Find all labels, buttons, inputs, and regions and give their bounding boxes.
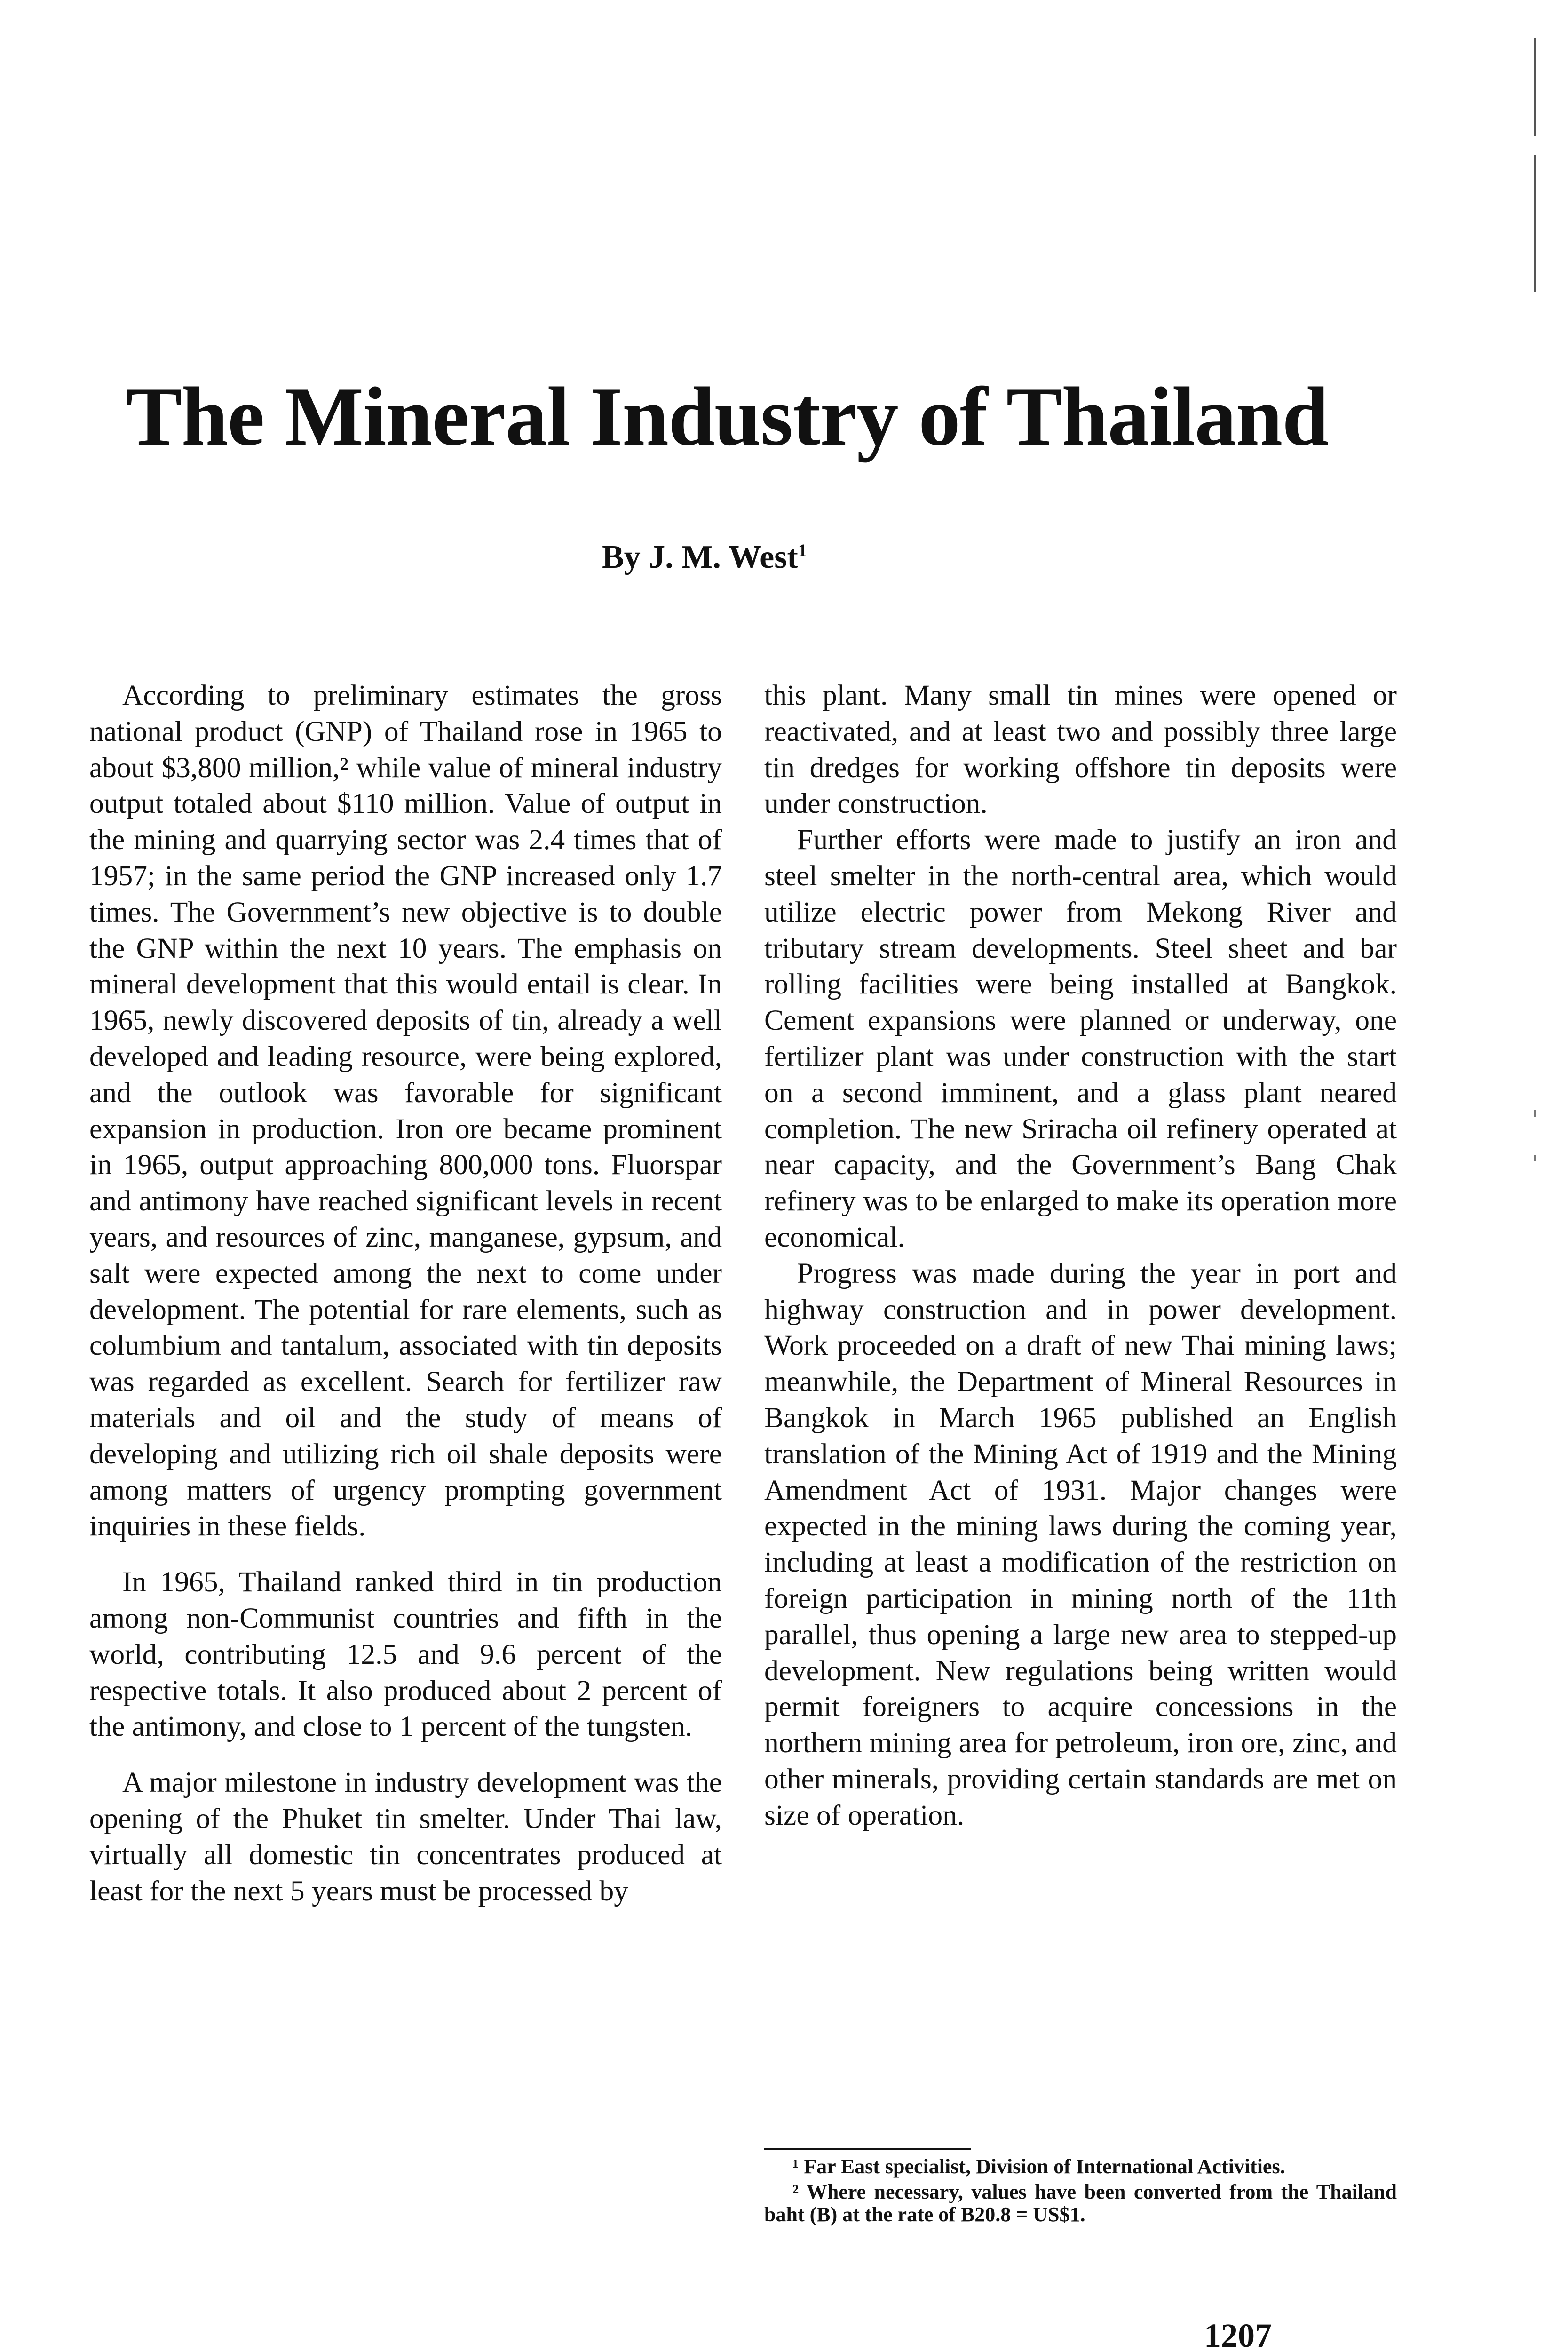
author-name: By J. M. West [602,539,798,575]
scan-edge-dot [1534,1155,1536,1161]
footnote-1: ¹ Far East specialist, Division of International Activities. [792,2155,1285,2178]
scan-edge-dot [1534,1110,1536,1117]
paragraph-phuket-smelter: A major milestone in industry development was the opening of the Phuket tin smelter. Under Thai law, virtually all domestic tin concentrates produced at least for the next 5 years must be processed by [89,1766,722,1907]
paragraph-mining-laws: Progress was made during the year in port and highway construction and in power development. Work proceeded on a draft of new Thai mining laws; meanwhile, the Department of Mineral Resources in Bangkok in March 1965 published an English translation of the Mining Act of 1919 and the Mining Amendment Act of 1931. Major changes were expected in the mining laws during the coming year, including at least a modification of the restriction on foreign participation in mining north of the 11th parallel, thus opening a large new area to stepped-up development. New regulations being written would permit foreigners to acquire concessions in the northern mining area for petroleum, iron ore, zinc, and other minerals, providing certain standards are met on size of operation. [764,1257,1397,1831]
page-number: 1207 [1204,2317,1272,2352]
footnote-divider [764,2148,971,2150]
right-column [764,677,1397,1834]
author-byline [602,536,807,579]
footnotes [764,2155,1397,2226]
paragraph-gnp-overview: According to preliminary estimates the gross national product (GNP) of Thailand rose in 1965 to about $3,800 million,² while value of mineral industry output totaled about $110 million. Value of output in the mining and quarrying sector was 2.4 times that of 1957; in the same period the GNP increased only 1.7 times. The Government’s new objective is to double the GNP within the next 10 years. The emphasis on mineral development that this would entail is clear. In 1965, newly discovered deposits of tin, already a well developed and leading resource, were being explored, and the outlook was favorable for significant expansion in production. Iron ore became prominent in 1965, output approaching 800,000 tons. Fluorspar and antimony have reached significant levels in recent years, and resources of zinc, manganese, gypsum, and salt were expected among the next to come under development. The potential for rare elements, such as columbium and tantalum, associated with tin deposits was regarded as excellent. Search for fertilizer raw materials and oil and the study of means of developing and utilizing rich oil shale deposits were among matters of urgency prompting government inquiries in these fields. [89,679,722,1542]
scan-edge-mark-top [1534,38,1536,136]
paragraph-industrial-efforts: Further efforts were made to justify an iron and steel smelter in the north-central area, which would utilize electric power from Mekong River and tributary stream developments. Steel sheet and bar rolling facilities were being installed at Bangkok. Cement expansions were planned or underway, one fertilizer plant was under construction with the start on a second imminent, and a glass plant neared completion. The new Sriracha oil refinery operated at near capacity, and the Government’s Bang Chak refinery was to be enlarged to make its operation more economical. [764,824,1397,1253]
footnote-2: ² Where necessary, values have been converted from the Thailand baht (B) at the rate of B20.8 = US$1. [764,2180,1397,2226]
page-title: The Mineral Industry of Thailand [126,370,1329,463]
paragraph-tin-ranking: In 1965, Thailand ranked third in tin production among non-Communist countries and fifth in the world, contributing 12.5 and 9.6 percent of the respective totals. It also produced about 2 percent of the antimony, and close to 1 percent of the tungsten. [89,1566,722,1743]
scan-edge-mark-middle [1534,155,1536,292]
author-footnote-mark: 1 [798,540,808,561]
paragraph-tin-mines-continued: this plant. Many small tin mines were opened or reactivated, and at least two and possibly three large tin dredges for working offshore tin deposits were under construction. [764,679,1397,820]
left-column [89,677,722,1909]
